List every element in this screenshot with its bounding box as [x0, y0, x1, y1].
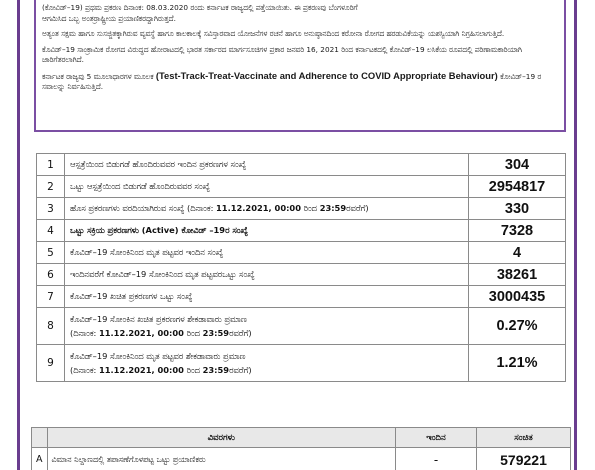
intro-paragraph-3: ಕೊವಿಡ್–19 ಸಾಂಕ್ರಾಮಿಕ ರೋಗದ ವಿರುದ್ಧದ ಹೋರಾಟದಲ್ಲಿ ಭಾರತ ಸರ್ಕಾರದ ಮಾರ್ಗಸೂಚಿಗಳ ಪ್ರಕಾರ ಜನವರಿ 16, 2021 ರಿಂದ ಕರ್ನಾಟಕದಲ್ಲಿ ಕೋವಿಡ್–19 ಲಸಿಕೆಯ ರೂಪದಲ್ಲಿ ಪರಿಣಾಮಕಾರಿಯಾಗಿ ಜಾರಿಗೆತರಲಾಗಿದೆ.: [42, 44, 522, 64]
table-row: [37, 345, 566, 382]
row-date-line: [70, 328, 463, 339]
row-number: 4: [37, 220, 65, 242]
row-description: [65, 220, 469, 242]
row-description: [65, 308, 469, 345]
row-description: ಇಂದಿನವರೆಗೆ ಕೋವಿಡ್–19 ಸೋಂಕಿನಿಂದ ಮೃತ ಪಟ್ಟವರಒಟ್ಟು ಸಂಖ್ಯೆ: [65, 264, 469, 286]
intro-p4-kannada: ಕರ್ನಾಟಕ ರಾಜ್ಯವು 5 ಮೂಲಾಧಾರಗಳ ಮೂಲಕ: [42, 71, 154, 81]
row-description: [65, 198, 469, 220]
intro-paragraph-1: [42, 3, 558, 24]
date-from: 11.12.2021, 00:00: [98, 327, 184, 338]
row-value: 1.21%: [469, 345, 566, 382]
date-to: 23:59: [202, 327, 230, 338]
row-today-value: -: [396, 448, 477, 470]
table-row: [37, 154, 566, 176]
header-cumulative: ಸಂಚಿತ: [477, 428, 571, 448]
date-from: 11.12.2021, 00:00: [216, 203, 301, 213]
row-description: ಕೊವಿಡ್–19 ಸೋಂಕಿನಿಂದ ಮೃತ ಪಟ್ಟವರ ಇಂದಿನ ಸಂಖ್ಯೆ: [65, 242, 469, 264]
row-number: 5: [37, 242, 65, 264]
row-number: 3: [37, 198, 65, 220]
table-row: [37, 198, 566, 220]
row-desc-end: ಕೋವಿಡ್ –19ರ ಸಂಖ್ಯೆ: [181, 225, 248, 235]
row-value: 330: [469, 198, 566, 220]
row-desc-text: ಕೊವಿಡ್–19 ಸೋಂಕಿನ ಖಚಿತ ಪ್ರಕರಣಗಳ ಶೇಕಡಾವಾರು ಪ್ರಮಾಣ: [70, 313, 247, 324]
date-suffix: ರವರೆಗೆ): [229, 327, 252, 338]
date-prefix: (ದಿನಾಂಕ:: [70, 364, 97, 375]
header-today: ಇಂದಿನ: [396, 428, 477, 448]
row-number: 9: [37, 345, 65, 382]
row-number: 7: [37, 286, 65, 308]
intro-line-1: (ಕೋವಿಡ್–19) ಪ್ರಥಮ ಪ್ರಕರಣ ದಿನಾಂಕ: 08.03.2020 ರಂದು ಕರ್ನಾಟಕ ರಾಜ್ಯದಲ್ಲಿ ಪತ್ತೆಯಾಯಿತು. ಈ ಪ್ರಕರಣವು ಬೆಂಗಳೂರಿಗೆ: [42, 3, 358, 12]
date-rinda: ರಿಂದ: [186, 364, 200, 375]
active-label: (Active): [141, 225, 179, 235]
intro-p4-english: (Test-Track-Treat-Vaccinate and Adherence to COVID Appropriate Behaviour): [155, 69, 498, 81]
row-cumulative-value: 579221: [477, 448, 571, 470]
row-value: 304: [469, 154, 566, 176]
airport-screening-table: [31, 427, 571, 470]
row-desc-text: ಹೊಸ ಪ್ರಕರಣಗಳು ವರದಿಯಾಗಿರುವ ಸಂಖ್ಯೆ: [70, 203, 185, 213]
header-details: ವಿವರಗಳು: [47, 428, 396, 448]
date-to: 23:59: [202, 364, 230, 375]
row-value: 3000435: [469, 286, 566, 308]
covid-stats-table: [36, 153, 566, 382]
date-suffix: ರವರೆಗೆ): [346, 203, 369, 213]
intro-p4-end: ಕೋವಿಡ್–19 ರ ಸವಾಲನ್ನು ನಿರ್ವಹಿಸುತ್ತಿದೆ.: [42, 71, 542, 91]
row-description: ಕೊವಿಡ್–19 ಖಚಿತ ಪ್ರಕರಣಗಳ ಒಟ್ಟು ಸಂಖ್ಯೆ: [65, 286, 469, 308]
date-rinda: ರಿಂದ: [186, 327, 200, 338]
row-description: [65, 345, 469, 382]
row-number: 1: [37, 154, 65, 176]
row-description: ಆಸ್ಪತ್ರೆಯಿಂದ ಬಿಡುಗಡೆ ಹೊಂದಿರುವವರ ಇಂದಿನ ಪ್ರಕರಣಗಳ ಸಂಖ್ಯೆ: [65, 154, 469, 176]
row-value: 7328: [469, 220, 566, 242]
row-number: 8: [37, 308, 65, 345]
date-prefix: (ದಿನಾಂಕ:: [187, 203, 214, 213]
right-frame-border: [574, 0, 577, 470]
date-from: 11.12.2021, 00:00: [98, 364, 184, 375]
row-value: 4: [469, 242, 566, 264]
table-row: [37, 308, 566, 345]
intro-paragraph-2: ಅತ್ಯಂತ ಸಕ್ಷಮ ಹಾಗೂ ಸುಸಜ್ಜಿತಕ್ಕಾಗಿರುವ ವ್ಯವಸ್ಥೆ ಹಾಗೂ ಕಾಲಕಾಲಕ್ಕೆ ಸವಿಸ್ತಾರವಾದ ಯೋಜನೆಗಳ ರಚನೆ ಹಾಗೂ ಅನುಷ್ಠಾನದಿಂದ ಕರೋನಾ ರೋಗದ ಹರಡುವಿಕೆಯನ್ನು ಯಶಸ್ವಿಯಾಗಿ ನಿಗ್ರಹಿಸಲಾಗುತ್ತಿದೆ.: [42, 29, 505, 38]
intro-box: [34, 0, 566, 132]
row-desc-text: ಕೊವಿಡ್–19 ಸೋಂಕಿನಿಂದ ಮೃತ ಪಟ್ಟವರ ಶೇಕಡಾವಾರು ಪ್ರಮಾಣ: [70, 350, 246, 361]
intro-line-2: ಆಗಮಿಸಿದ ಒಬ್ಬ ಅಂತರ್ರಾಷ್ಟ್ರೀಯ ಪ್ರಯಾಣಿಕರದ್ದಾಗಿರುತ್ತದೆ.: [42, 13, 176, 23]
header-blank: [32, 428, 48, 448]
table-row: [37, 242, 566, 264]
table-row: [37, 264, 566, 286]
date-suffix: ರವರೆಗೆ): [229, 364, 252, 375]
row-label: A: [32, 448, 48, 470]
row-description: ಒಟ್ಟು ಆಸ್ಪತ್ರೆಯಿಂದ ಬಿಡುಗಡೆ ಹೊಂದಿರುವವರ ಸಂಖ್ಯೆ: [65, 176, 469, 198]
table-row: [32, 448, 571, 470]
row-value: 0.27%: [469, 308, 566, 345]
table-row: [37, 220, 566, 242]
table-header-row: [32, 428, 571, 448]
row-date-line: [70, 365, 463, 376]
intro-paragraph-4: [42, 71, 558, 93]
date-prefix: (ದಿನಾಂಕ:: [70, 327, 97, 338]
left-frame-border: [17, 0, 20, 470]
row-value: 2954817: [469, 176, 566, 198]
row-value: 38261: [469, 264, 566, 286]
row-number: 6: [37, 264, 65, 286]
table-row: [37, 286, 566, 308]
row-number: 2: [37, 176, 65, 198]
table-row: [37, 176, 566, 198]
row-description: ವಿಮಾನ ನಿಲ್ದಾಣದಲ್ಲಿ ತಪಾಸಣೆಗೊಳಪಟ್ಟ ಒಟ್ಟು ಪ್ರಯಾಣಿಕರು: [47, 448, 396, 470]
date-rinda: ರಿಂದ: [303, 203, 318, 213]
date-to: 23:59: [319, 203, 347, 213]
row-desc-text: ಒಟ್ಟು ಸಕ್ರಿಯ ಪ್ರಕರಣಗಳು: [70, 225, 139, 235]
